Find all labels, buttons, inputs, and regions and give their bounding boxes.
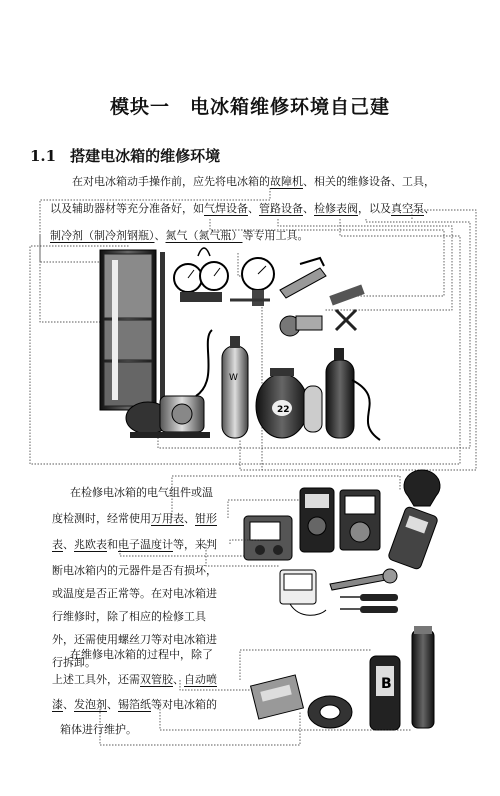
intro-text: 等专用工具。: [242, 229, 309, 242]
tank-number: 22: [277, 405, 290, 415]
intro-text: 以及辅助器材等充分准备好，如: [50, 202, 204, 215]
para3-text: 等对电冰箱的: [151, 698, 217, 711]
foil-tape-icon: [308, 696, 352, 728]
para2-line-1: 在检修电冰箱的电气组件或温: [70, 486, 213, 499]
term-pipe-equipment: 管路设备: [259, 202, 303, 215]
intro-text: 、相关的维修设备、工具，: [303, 175, 435, 188]
term-refrigerant: 制冷剂（制冷剂钢瓶）: [50, 229, 155, 242]
term-vacuum-pump: 真空泵: [391, 202, 424, 215]
wrench-icon: [330, 569, 397, 590]
para3-text: 上述工具外，还需: [52, 673, 140, 686]
megohmmeter-icon: [244, 516, 292, 560]
para2-text: 度检测时，经常使用: [52, 512, 151, 525]
intro-text: ，以及: [358, 202, 391, 215]
spray-can-icon: [370, 656, 400, 730]
module-title: 模块一 电冰箱维修环境自己建: [109, 96, 390, 118]
cylinder-mark: W: [229, 373, 238, 383]
para2-line-8: 行拆卸。: [52, 656, 96, 669]
term-gauge-valve: 检修表阀: [314, 202, 358, 215]
manifold-gauge-icon: [174, 248, 228, 302]
para2-line-6: 行维修时，除了相应的检修工具: [52, 610, 206, 623]
refrigerant-tank-icon: [256, 368, 308, 438]
foam-can-icon: [412, 626, 434, 728]
para2-text: 、: [184, 512, 195, 525]
para3-text: 、: [107, 698, 118, 711]
double-glue-icon: [251, 675, 304, 719]
term-meter: 表: [52, 538, 63, 551]
clamp-meter-icon: [387, 470, 440, 570]
term-gas-welding: 气焊设备: [204, 202, 248, 215]
para2-line-7: 外，还需使用螺丝刀等对电冰箱进: [52, 633, 217, 646]
para2-text: 等，来判: [173, 538, 217, 551]
term-thermometer: 电子温度计: [118, 538, 173, 551]
intro-text: 、: [154, 229, 166, 242]
intro-text: 、: [424, 202, 435, 215]
para2-text: 和: [107, 538, 118, 551]
term-multimeter: 万用表: [151, 512, 184, 525]
pipe-tools-icon: [280, 258, 365, 336]
screwdriver-icon: [340, 594, 398, 613]
gas-bottle-icon: [304, 348, 380, 440]
section-number: 1.1: [30, 147, 57, 165]
term-megohmmeter: 兆欧表: [74, 538, 107, 551]
para2-line-5: 或温度是否正常等。在对电冰箱进: [52, 587, 217, 600]
term-foam: 发泡剂: [74, 698, 107, 711]
para2-line-4: 断电冰箱内的元器件是否有损坏，: [52, 564, 217, 577]
intro-text: 、: [303, 202, 314, 215]
intro-text: 在对电冰箱动手操作前，应先将电冰箱的: [72, 175, 270, 188]
spray-can-letter: B: [381, 676, 392, 692]
refrigerator-icon: [100, 250, 165, 410]
para3-text: 、: [173, 673, 184, 686]
gauge-valve-icon: [230, 258, 274, 306]
para2-text: 、: [63, 538, 74, 551]
para3-text: 、: [63, 698, 74, 711]
multimeter-icon: [300, 488, 380, 552]
term-double-tape: 双管胶: [140, 673, 173, 686]
section-heading: 搭建电冰箱的维修环境: [70, 147, 221, 165]
term-faulty-machine: 故障机: [270, 175, 303, 188]
para3-line-4: 箱体进行维护。: [60, 723, 137, 736]
thermometer-icon: [280, 570, 326, 615]
term-paint: 漆: [52, 698, 63, 711]
para3-line-1: 在维修电冰箱的过程中，除了: [70, 648, 213, 661]
leader-lines-top: [30, 188, 476, 470]
intro-text: 、: [248, 202, 259, 215]
nitrogen-cylinder-icon: [222, 336, 248, 438]
term-nitrogen: 氮气（氮气瓶）: [165, 229, 243, 242]
term-spray: 自动喷: [184, 673, 217, 686]
term-foil: 锡箔纸: [118, 698, 151, 711]
term-clamp: 钳形: [195, 512, 217, 525]
